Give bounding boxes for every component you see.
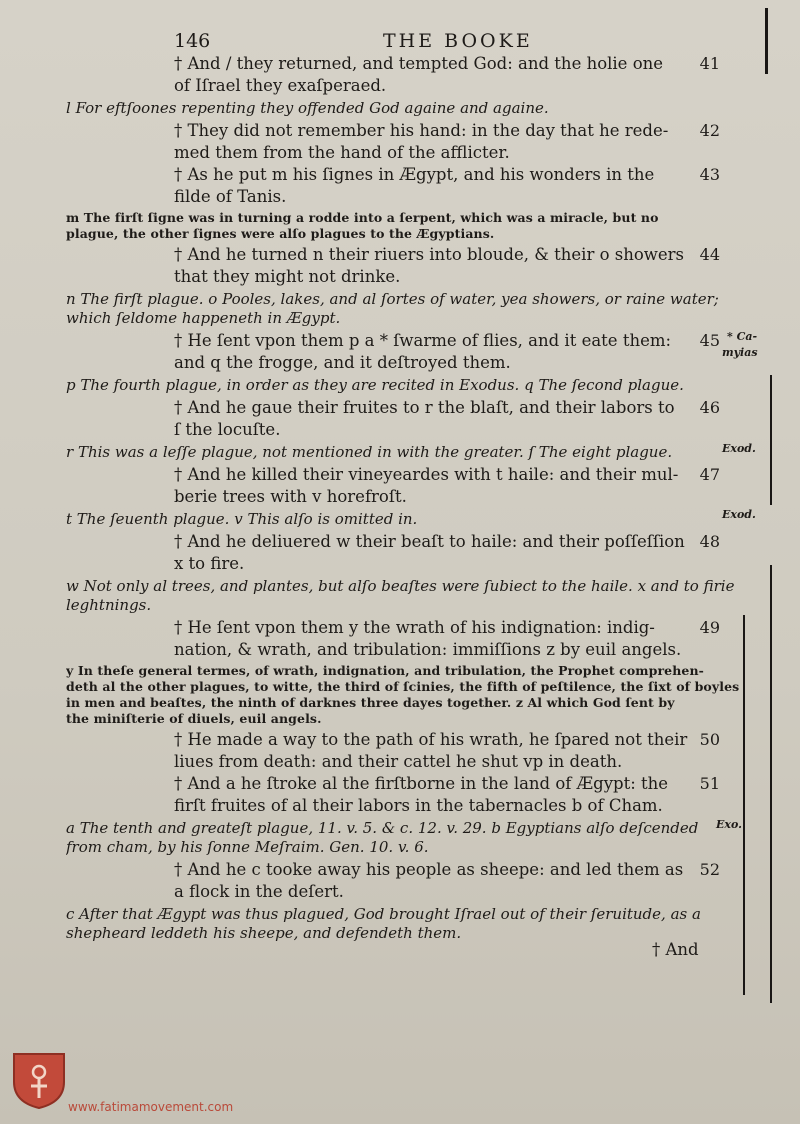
verse-number: 50 [699, 730, 720, 749]
note-line: a The tenth and greateſt plague, 11. v. 5. & c. 12. v. 29. b Egyptians alſo deſcended [66, 819, 699, 837]
verse-47 [174, 464, 720, 508]
note-line: l For eftſoones repenting they offended God againe and againe. [66, 99, 549, 117]
verse-line: † And he c tooke away his people as sheepe: and led them as [174, 860, 684, 879]
margin-note-exod-1: Exod. [722, 442, 756, 455]
verse-line: med them from the hand of the afflicter. [174, 143, 510, 162]
watermark-site: www.fatimamovement.com [68, 1100, 234, 1114]
note-line: c After that Ægypt was thus plagued, God brought Iſrael out of their ſeruitude, as a [66, 905, 701, 923]
annotation-note [66, 577, 766, 615]
verse-43 [174, 164, 720, 208]
margin-rule-inner [743, 615, 745, 995]
verse-51 [174, 773, 720, 817]
verse-line: nation, & wrath, and tribulation: immiſſions z by euil angels. [174, 640, 682, 659]
verse-line: † And / they returned, and tempted God: and the holie one [174, 54, 664, 73]
note-line: shepheard leddeth his sheepe, and defendeth them. [66, 924, 462, 942]
verse-line: † He made a way to the path of his wrath, he ſpared not their [174, 730, 688, 749]
verse-49 [174, 617, 720, 661]
verse-line: † They did not remember his hand: in the day that he rede- [174, 121, 669, 140]
verse-line: firſt fruites of al their labors in the tabernacles b of Cham. [174, 796, 663, 815]
annotation-note [66, 99, 766, 118]
margin-rule-top [765, 8, 768, 74]
verse-line: † And he killed their vineyeardes with t haile: and their mul- [174, 465, 679, 484]
catchword: † And [652, 940, 699, 959]
margin-note-myias: myias [722, 346, 758, 359]
verse-45 [174, 330, 720, 374]
verse-number: 46 [699, 398, 720, 417]
note-line: n The firſt plague. o Pooles, lakes, and al ſortes of water, yea showers, or raine water; [66, 290, 719, 308]
verse-48 [174, 531, 720, 575]
verse-number: 41 [699, 54, 720, 73]
note-line: leghtnings. [66, 596, 152, 614]
verse-line: liues from death: and their cattel he shut vp in death. [174, 752, 623, 771]
verse-line: † And he deliuered w their beaſt to haile: and their poſſeſſion [174, 532, 685, 551]
verse-number: 49 [699, 618, 720, 637]
verse-number: 45 [699, 331, 720, 350]
annotation-note [66, 663, 766, 727]
verse-line: † He ſent vpon them y the wrath of his indignation: indig- [174, 618, 655, 637]
margin-note-ca: * Ca- [727, 330, 758, 343]
verse-line: † As he put m his ſignes in Ægypt, and his wonders in the [174, 165, 655, 184]
note-line: y In theſe general termes, of wrath, indignation, and tribulation, the Prophet comprehen- [66, 663, 704, 678]
verse-42 [174, 120, 720, 164]
page-body [0, 53, 800, 945]
verse-number: 42 [699, 121, 720, 140]
annotation-note [66, 290, 766, 328]
verse-line: a flock in the deſert. [174, 882, 344, 901]
verse-line: † And he turned n their riuers into bloude, & their o showers [174, 245, 685, 264]
shield-logo-icon [12, 1052, 66, 1110]
verse-number: 48 [699, 532, 720, 551]
margin-note-exod-2: Exod. [722, 508, 756, 521]
verse-number: 51 [699, 774, 720, 793]
note-line: w Not only al trees, and plantes, but alſo beaſtes were ſubiect to the haile. x and to firie [66, 577, 735, 595]
annotation-note [66, 905, 766, 943]
note-line: r This was a leſſe plague, not mentioned in with the greater. ſ The eight plague. [66, 443, 673, 461]
note-line: p The fourth plague, in order as they are recited in Exodus. q The ſecond plague. [66, 376, 684, 394]
note-line: m The firſt ſigne was in turning a rodde into a ſerpent, which was a miracle, but no [66, 210, 659, 225]
verse-line: and q the frogge, and it deſtroyed them. [174, 353, 511, 372]
running-head: THE BOOKE [383, 30, 533, 52]
annotation-note [66, 510, 766, 529]
annotation-note [66, 376, 766, 395]
verse-line: † He ſent vpon them p a * ſwarme of flies, and it eate them: [174, 331, 672, 350]
verse-number: 44 [699, 245, 720, 264]
note-line: in men and beaſtes, the ninth of darknes three dayes together. z Al which God ſent by [66, 695, 675, 710]
annotation-note [66, 210, 766, 242]
verse-44 [174, 244, 720, 288]
verse-50 [174, 729, 720, 773]
verse-line: † And a he ſtroke al the firſtborne in the land of Ægypt: the [174, 774, 669, 793]
verse-line: † And he gaue their fruites to r the blaſt, and their labors to [174, 398, 675, 417]
verse-line: ſ the locuſte. [174, 420, 281, 439]
note-line: deth al the other plagues, to witte, the third of ſcinies, the fifth of peſtilence, the ſixt of boyles [66, 679, 740, 694]
margin-note-exo: Exo. [716, 818, 742, 831]
verse-line: x to fire. [174, 554, 245, 573]
verse-41 [174, 53, 720, 97]
annotation-note [66, 443, 766, 462]
page-number: 146 [174, 30, 211, 52]
note-line: plague, the other ſignes were alſo plagues to the Ægyptians. [66, 226, 495, 241]
annotation-note [66, 819, 766, 857]
verse-number: 43 [699, 165, 720, 184]
verse-line: berie trees with v horefroſt. [174, 487, 407, 506]
note-line: from cham, by his ſonne Meſraim. Gen. 10. v. 6. [66, 838, 429, 856]
margin-rule-long [770, 565, 772, 1003]
note-line: the miniſterie of diuels, euil angels. [66, 711, 322, 726]
note-line: t The ſeuenth plague. v This alſo is omitted in. [66, 510, 418, 528]
note-line: which ſeldome happeneth in Ægypt. [66, 309, 341, 327]
verse-52 [174, 859, 720, 903]
margin-rule-mid [770, 375, 772, 505]
verse-number: 52 [699, 860, 720, 879]
verse-number: 47 [699, 465, 720, 484]
verse-46 [174, 397, 720, 441]
verse-line: filde of Tanis. [174, 187, 287, 206]
verse-line: of Iſrael they exaſperaed. [174, 76, 387, 95]
verse-line: that they might not drinke. [174, 267, 401, 286]
